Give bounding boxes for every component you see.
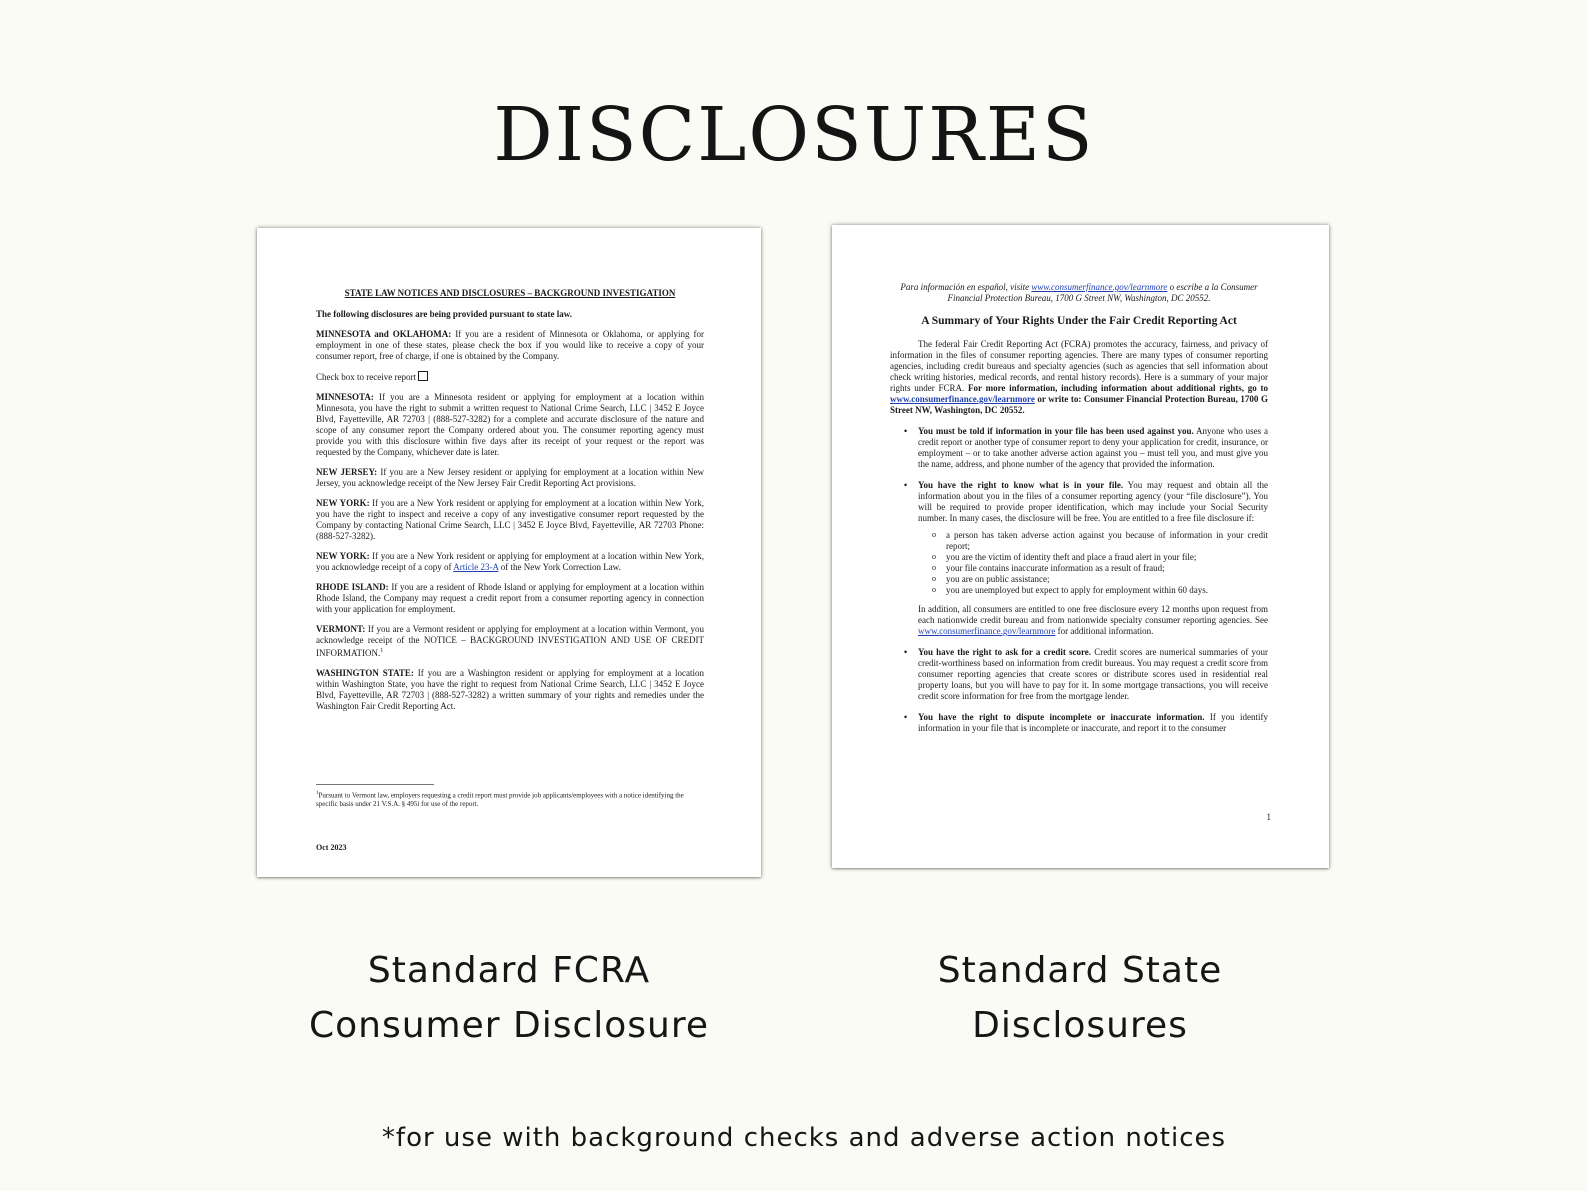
left-caption [259, 943, 759, 1053]
section-text: of the New York Correction Law. [498, 562, 621, 572]
check-box-row [316, 371, 704, 383]
section-label: NEW YORK: [316, 551, 370, 561]
list-item: o your file contains inaccurate information as a result of fraud; [918, 563, 1268, 574]
section-washington-state [316, 668, 704, 712]
list-item: o you are on public assistance; [918, 574, 1268, 585]
section-new-york-1 [316, 498, 704, 542]
right-caption [830, 943, 1330, 1053]
section-vermont [316, 624, 704, 659]
section-label: NEW JERSEY: [316, 467, 378, 477]
section-text: If you are a resident of Minnesota or Oklahoma, or applying for employment in one of these states, please check the box if you would like to receive a copy of your consumer report, free of charge, if one is obtained by the Company. [316, 329, 704, 361]
section-text: If you are a New Jersey resident or applying for employment at a location within New Jersey, you acknowledge receipt of the New Jersey Fair Credit Reporting Act provisions. [316, 467, 704, 488]
spanish-text: o escribe a la Consumer Financial Protection Bureau, 1700 G Street NW, Washington, DC 20552. [947, 282, 1258, 303]
section-text: If you are a Minnesota resident or applying for employment at a location within Minnesota, you have the right to submit a written request to National Crime Search, LLC | 3452 E Joyce Blvd, Fayetteville, AR 72703 | (888-527-3282) for a complete and accurate disclosure of the nature and scope of any consumer report the Company ordered about you. The consumer reporting agency must provide you with this disclosure within five days after its receipt of your request or the report was requested by the Company, whichever date is later. [316, 392, 704, 457]
document-heading: STATE LAW NOTICES AND DISCLOSURES – BACKGROUND INVESTIGATION [344, 288, 676, 298]
section-text: If you are a New York resident or applying for employment at a location within New York, you acknowledge receipt of a copy of [316, 551, 704, 572]
right-text: Anyone who uses a credit report or another type of consumer report to deny your application for credit, insurance, or employment – or to take another adverse action against you – must tell you, and must give you the name, address, and phone number of the agency that provided the information. [918, 426, 1268, 469]
fcra-summary-document-preview[interactable] [832, 225, 1329, 868]
section-label: WASHINGTON STATE: [316, 668, 414, 678]
caption-line: Disclosures [972, 1005, 1188, 1046]
right-text: Credit scores are numerical summaries of your credit-worthiness based on information from credit bureaus. You may request a credit score from consumer reporting agencies that create scores or distribute scores used in residential real property loans, but you will have to pay for it. In some mortgage transactions, you will receive credit score information for free from the mortgage lender. [918, 647, 1269, 701]
caption-line: Standard State [937, 950, 1223, 991]
intro-bold-text: For more information, including information about additional rights, go to [968, 383, 1268, 393]
document-footnote [316, 789, 704, 809]
document-intro: The following disclosures are being provided pursuant to state law. [316, 309, 573, 319]
right-text: You may request and obtain all the information about you in the files of a consumer reporting agency (your “file disclosure”). You will be required to provide proper identification, which may include your Social Security number. In many cases, the disclosure will be free. You are entitled to a free file disclosure if: [918, 480, 1268, 523]
free-disclosure-conditions [918, 530, 1268, 596]
rights-list [890, 426, 1268, 734]
document-body [890, 282, 1268, 744]
document-title: A Summary of Your Rights Under the Fair Credit Reporting Act [921, 315, 1237, 327]
section-label: MINNESOTA and OKLAHOMA: [316, 329, 452, 339]
footnote-number: 1 [316, 791, 319, 796]
checkbox-icon[interactable] [418, 371, 428, 381]
spanish-notice [890, 282, 1268, 304]
section-label: VERMONT: [316, 624, 366, 634]
document-date: Oct 2023 [316, 843, 347, 852]
document-body [316, 288, 704, 721]
right-heading: You must be told if information in your file has been used against you. [918, 426, 1194, 436]
section-label: RHODE ISLAND: [316, 582, 389, 592]
right-heading: You have the right to dispute incomplete or inaccurate information. [918, 712, 1205, 722]
section-label: NEW YORK: [316, 498, 370, 508]
section-minnesota [316, 392, 704, 458]
right-text: for additional information. [1055, 626, 1154, 636]
learnmore-link[interactable]: www.consumerfinance.gov/learnmore [918, 626, 1056, 636]
list-item: o you are the victim of identity theft and place a fraud alert in your file; [918, 552, 1268, 563]
list-item [890, 712, 1268, 734]
document-intro [890, 339, 1268, 416]
intro-text: The federal Fair Credit Reporting Act (FCRA) promotes the accuracy, fairness, and privacy of information in the files of consumer reporting agencies. There are many types of consumer reporting agencies, including credit bureaus and specialty agencies (such as agencies that sell information about check writing histories, medical records, and rental history records). Here is a summary of your major rights under FCRA. [890, 339, 1268, 393]
right-heading: You have the right to know what is in your file. [918, 480, 1124, 490]
state-disclosures-document-preview[interactable] [257, 228, 761, 877]
spanish-text: Para información en español, visite [900, 282, 1032, 292]
list-item: o a person has taken adverse action against you because of information in your credit report; [918, 530, 1268, 552]
list-item [890, 647, 1268, 702]
section-text: If you are a Vermont resident or applying for employment at a location within Vermont, you acknowledge receipt of the NOTICE – BACKGROUND INVESTIGATION AND USE OF CREDIT INFORMATION. [316, 624, 704, 658]
section-rhode-island [316, 582, 704, 615]
page-number: 1 [1266, 812, 1271, 822]
learnmore-link[interactable]: www.consumerfinance.gov/learnmore [890, 394, 1035, 404]
section-new-jersey [316, 467, 704, 489]
learnmore-link[interactable]: www.consumerfinance.gov/learnmore [1031, 282, 1168, 292]
list-item [890, 426, 1268, 470]
right-text: In addition, all consumers are entitled to one free disclosure every 12 months upon request from each nationwide credit bureau and from nationwide specialty consumer reporting agencies. See [918, 604, 1268, 625]
right-heading: You have the right to ask for a credit score. [918, 647, 1092, 657]
usage-footnote: *for use with background checks and adverse action notices [381, 1123, 1227, 1153]
footnote-text: Pursuant to Vermont law, employers requesting a credit report must provide job applicants/employees with a notice identifying the specific basis under 21 V.S.A. § 495i for use of the report. [316, 791, 684, 809]
list-item: o you are unemployed but expect to apply for employment within 60 days. [918, 585, 1268, 596]
caption-line: Standard FCRA [367, 950, 651, 991]
intro-bold-text: or write to: Consumer Financial Protection Bureau, 1700 G Street NW, Washington, DC 20552. [890, 394, 1268, 415]
section-label: MINNESOTA: [316, 392, 374, 402]
section-new-york-2 [316, 551, 704, 573]
caption-line: Consumer Disclosure [308, 1005, 710, 1046]
section-text: If you are a Washington resident or applying for employment at a location within Washington State, you have the right to request from National Crime Search, LLC | 3452 E Joyce Blvd, Fayetteville, AR 72703 | (888-527-3282) a written summary of your rights and remedies under the Washington Fair Credit Reporting Act. [316, 668, 704, 711]
section-minnesota-oklahoma [316, 329, 704, 362]
additional-info [918, 604, 1268, 637]
article-23a-link[interactable]: Article 23-A [453, 562, 499, 572]
right-text: If you identify information in your file that is incomplete or inaccurate, and report it to the consumer [918, 712, 1268, 733]
page-title: DISCLOSURES [493, 92, 1095, 178]
list-item [890, 480, 1268, 637]
footnote-divider [316, 784, 434, 785]
footnote-marker: 1 [380, 648, 384, 654]
section-text: If you are a resident of Rhode Island or applying for employment at a location within Rhode Island, the Company may request a credit report from a consumer reporting agency in connection with your application for employment. [316, 582, 704, 614]
section-text: If you are a New York resident or applying for employment at a location within New York, you have the right to inspect and receive a copy of any investigative consumer report requested by the Company by contacting National Crime Search, LLC | 3452 E Joyce Blvd, Fayetteville, AR 72703 Phone: (888-527-3282). [316, 498, 704, 541]
check-box-label: Check box to receive report [316, 372, 416, 382]
